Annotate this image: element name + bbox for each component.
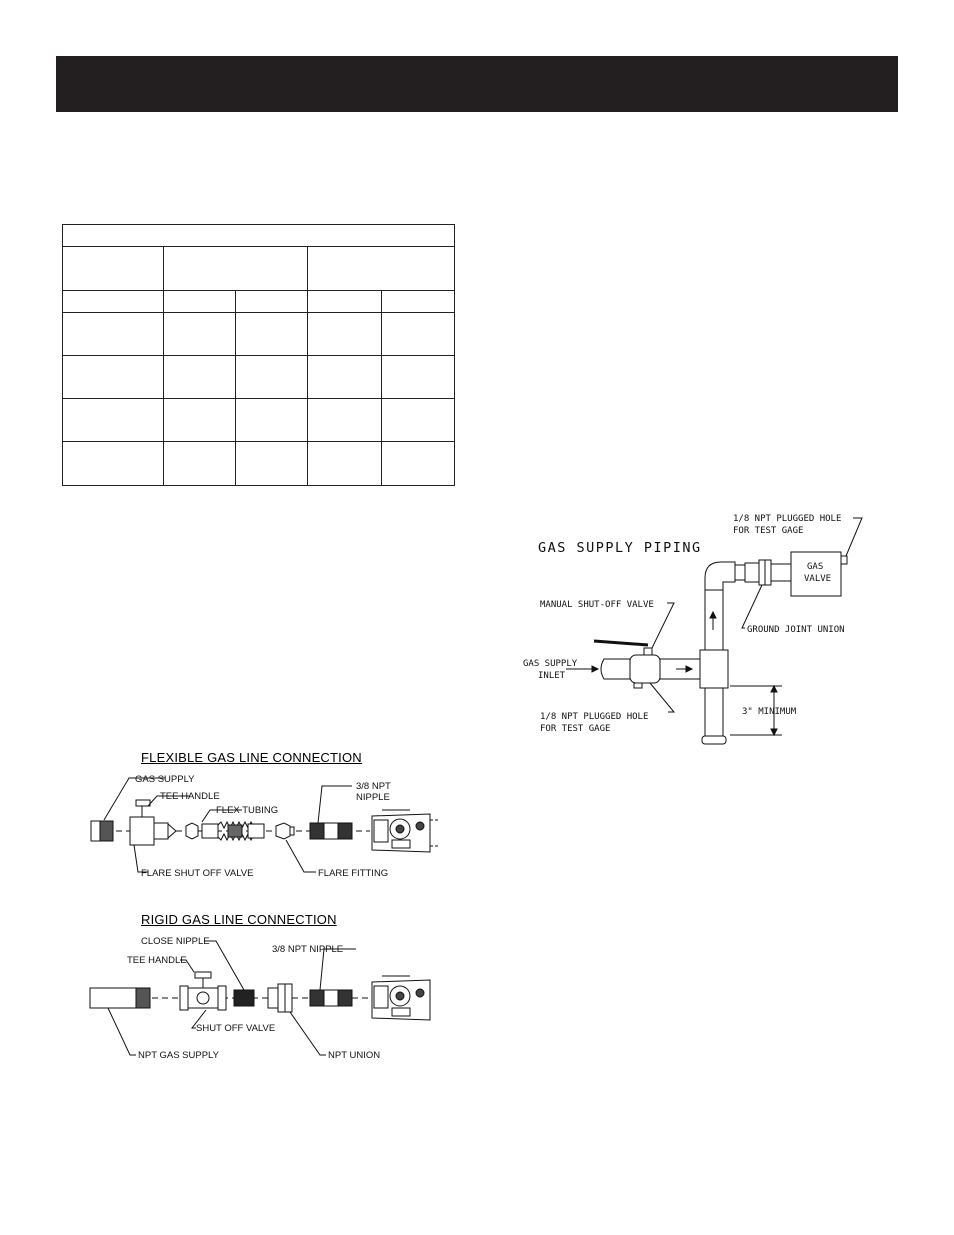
inlet-pipe	[601, 659, 630, 679]
pipe-threads	[100, 821, 113, 841]
nipple-label-line2: NIPPLE	[356, 792, 390, 803]
npt-gas-supply-label: NPT GAS SUPPLY	[138, 1050, 219, 1061]
shutoff-valve-label: SHUT OFF VALVE	[196, 1023, 276, 1034]
flexible-connection-diagram	[0, 770, 480, 890]
table-header-cell	[63, 247, 164, 291]
gas-valve-unit	[372, 976, 430, 1020]
tee-handle-label: TEE HANDLE	[127, 955, 187, 966]
tee-handle	[136, 800, 150, 806]
npt-union-label: NPT UNION	[328, 1050, 381, 1061]
table-subheader-cell	[63, 291, 164, 313]
table-row	[63, 313, 455, 356]
npt-nipple-label: 3/8 NPT NIPPLE	[272, 944, 344, 955]
table-subheader-cell	[164, 291, 236, 313]
piping-title: GAS SUPPLY PIPING	[538, 540, 702, 556]
table-title-cell	[63, 225, 455, 247]
gas-valve-label-1: GAS	[807, 562, 824, 572]
flare-shutoff-label: FLARE SHUT OFF VALVE	[141, 868, 254, 879]
table-row	[63, 399, 455, 442]
table-row	[63, 442, 455, 486]
flare-fitting-label: FLARE FITTING	[318, 868, 389, 879]
manual-shutoff-label: MANUAL SHUT-OFF VALVE	[540, 600, 654, 610]
tee-handle	[195, 972, 211, 978]
plug-top-label-1: 1/8 NPT PLUGGED HOLE	[733, 514, 842, 524]
table-subheader-cell	[308, 291, 382, 313]
flare-shutoff-valve-body	[130, 817, 154, 845]
table-header-cell	[164, 247, 308, 291]
table-subheader-cell	[382, 291, 455, 313]
rigid-connection-diagram	[0, 930, 480, 1065]
nipple-label-line1: 3/8 NPT	[356, 781, 391, 792]
plug-top-label-2: FOR TEST GAGE	[733, 526, 804, 536]
shutoff-valve	[180, 972, 226, 1010]
inlet-label-2: INLET	[538, 671, 566, 681]
ground-joint-label: GROUND JOINT UNION	[747, 625, 845, 635]
gas-supply-piping-diagram	[500, 505, 900, 755]
flare-fitting	[276, 823, 290, 839]
pressure-table	[62, 224, 455, 486]
table-subheader-cell	[236, 291, 308, 313]
elbow	[705, 562, 735, 590]
flex-tubing	[202, 822, 264, 840]
gas-supply-label: GAS SUPPLY	[135, 774, 195, 785]
gas-valve-unit	[372, 810, 438, 852]
gas-valve-label-2: VALVE	[804, 574, 832, 584]
close-nipple-label: CLOSE NIPPLE	[141, 936, 210, 947]
test-plug-top	[841, 556, 847, 564]
flex-tubing-label: FLEX TUBING	[216, 805, 279, 816]
header-bar	[56, 56, 898, 112]
rigid-connection-title: RIGID GAS LINE CONNECTION	[141, 912, 337, 927]
minimum-dimension-label: 3" MINIMUM	[742, 707, 797, 717]
close-nipple	[234, 990, 254, 1006]
plug-bottom-label-2: FOR TEST GAGE	[540, 724, 611, 734]
plug-bottom-label-1: 1/8 NPT PLUGGED HOLE	[540, 712, 649, 722]
tee-handle-label: TEE HANDLE	[160, 791, 220, 802]
flexible-connection-title: FLEXIBLE GAS LINE CONNECTION	[141, 750, 362, 765]
flare-nut	[186, 823, 198, 839]
ground-joint-union	[745, 560, 791, 585]
npt-union	[268, 984, 292, 1012]
tee-fitting	[700, 650, 728, 688]
inlet-label-1: GAS SUPPLY	[523, 659, 578, 669]
table-header-cell	[308, 247, 455, 291]
drip-cap	[702, 736, 726, 744]
table-row	[63, 356, 455, 399]
